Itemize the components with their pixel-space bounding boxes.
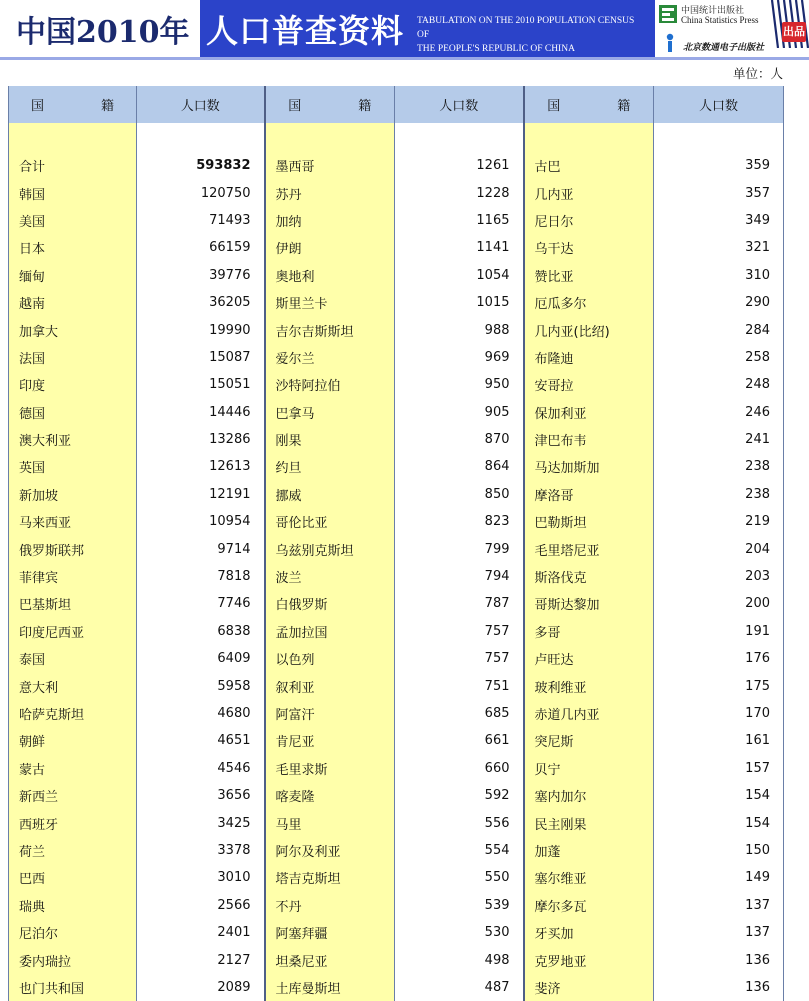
population-cell: 3378 (137, 837, 265, 864)
nationality-cell: 塔吉克斯坦 (265, 864, 395, 891)
nationality-cell: 新加坡 (9, 481, 137, 508)
nationality-cell: 斐济 (524, 974, 654, 1001)
table-row (9, 590, 784, 617)
nationality-cell: 加蓬 (524, 837, 654, 864)
population-cell: 238 (654, 453, 784, 480)
publisher-stamp: 出品 (782, 22, 806, 42)
nationality-cell: 蒙古 (9, 755, 137, 782)
nationality-cell: 印度尼西亚 (9, 618, 137, 645)
nationality-cell: 摩洛哥 (524, 481, 654, 508)
nationality-cell: 多哥 (524, 618, 654, 645)
nationality-cell: 塞尔维亚 (524, 864, 654, 891)
nationality-cell: 缅甸 (9, 262, 137, 289)
population-cell: 15087 (137, 344, 265, 371)
population-cell: 556 (395, 809, 524, 836)
spacer-cell (524, 123, 654, 152)
nationality-cell: 白俄罗斯 (265, 590, 395, 617)
nationality-cell: 孟加拉国 (265, 618, 395, 645)
table-row (9, 481, 784, 508)
table-row (9, 234, 784, 261)
population-cell: 850 (395, 481, 524, 508)
population-cell: 10954 (137, 508, 265, 535)
population-cell: 550 (395, 864, 524, 891)
nationality-cell: 尼泊尔 (9, 919, 137, 946)
nationality-cell: 斯里兰卡 (265, 289, 395, 316)
nationality-cell: 土库曼斯坦 (265, 974, 395, 1001)
population-cell: 200 (654, 590, 784, 617)
nationality-cell: 德国 (9, 399, 137, 426)
col-header-population-2: 人口数 (395, 86, 524, 123)
table-body (9, 123, 784, 1001)
nationality-cell: 苏丹 (265, 179, 395, 206)
nationality-cell: 加纳 (265, 207, 395, 234)
population-cell: 310 (654, 262, 784, 289)
nationality-cell: 西班牙 (9, 809, 137, 836)
nationality-cell: 哥伦比亚 (265, 508, 395, 535)
population-cell: 660 (395, 755, 524, 782)
population-cell: 238 (654, 481, 784, 508)
nationality-cell: 叙利亚 (265, 672, 395, 699)
spacer-cell (9, 123, 137, 152)
population-cell: 988 (395, 316, 524, 343)
population-cell: 530 (395, 919, 524, 946)
nationality-cell: 菲律宾 (9, 563, 137, 590)
population-cell: 823 (395, 508, 524, 535)
nationality-cell: 赤道几内亚 (524, 700, 654, 727)
nationality-cell: 坦桑尼亚 (265, 946, 395, 973)
population-cell: 685 (395, 700, 524, 727)
col-header-nationality-2: 国 籍 (265, 86, 395, 123)
population-cell: 6838 (137, 618, 265, 645)
nationality-cell: 玻利维亚 (524, 672, 654, 699)
population-cell: 1228 (395, 179, 524, 206)
col-header-population-3: 人口数 (654, 86, 784, 123)
nationality-cell: 赞比亚 (524, 262, 654, 289)
nationality-cell: 爱尔兰 (265, 344, 395, 371)
nationality-cell: 毛里求斯 (265, 755, 395, 782)
population-cell: 757 (395, 618, 524, 645)
nationality-cell: 津巴布韦 (524, 426, 654, 453)
nationality-cell: 泰国 (9, 645, 137, 672)
nationality-cell: 阿尔及利亚 (265, 837, 395, 864)
population-cell: 1261 (395, 152, 524, 179)
nationality-cell: 韩国 (9, 179, 137, 206)
population-cell: 794 (395, 563, 524, 590)
nationality-cell: 几内亚(比绍) (524, 316, 654, 343)
population-cell: 3656 (137, 782, 265, 809)
nationality-cell: 意大利 (9, 672, 137, 699)
nationality-cell: 古巴 (524, 152, 654, 179)
population-cell: 487 (395, 974, 524, 1001)
nationality-cell: 加拿大 (9, 316, 137, 343)
nationality-cell: 乌干达 (524, 234, 654, 261)
population-cell: 554 (395, 837, 524, 864)
population-cell: 19990 (137, 316, 265, 343)
population-cell: 219 (654, 508, 784, 535)
population-cell: 246 (654, 399, 784, 426)
beijing-shutong-logo-icon (660, 32, 680, 54)
population-cell: 170 (654, 700, 784, 727)
population-cell: 3425 (137, 809, 265, 836)
population-cell: 4651 (137, 727, 265, 754)
nationality-cell: 瑞典 (9, 892, 137, 919)
population-cell: 15051 (137, 371, 265, 398)
population-cell: 7746 (137, 590, 265, 617)
nationality-cell: 几内亚 (524, 179, 654, 206)
population-cell: 241 (654, 426, 784, 453)
population-cell: 136 (654, 974, 784, 1001)
population-cell: 154 (654, 782, 784, 809)
nationality-cell: 尼日尔 (524, 207, 654, 234)
publisher2-cn: 北京数通电子出版社 (683, 43, 765, 53)
table-row (9, 727, 784, 754)
col-header-population-1: 人口数 (137, 86, 265, 123)
nationality-cell: 阿塞拜疆 (265, 919, 395, 946)
header-underline (0, 57, 809, 60)
table-row (9, 864, 784, 891)
nationality-cell: 巴基斯坦 (9, 590, 137, 617)
population-cell: 593832 (137, 152, 265, 179)
population-cell: 137 (654, 919, 784, 946)
nationality-cell: 哥斯达黎加 (524, 590, 654, 617)
population-cell: 7818 (137, 563, 265, 590)
nationality-cell: 巴西 (9, 864, 137, 891)
population-cell: 870 (395, 426, 524, 453)
nationality-cell: 沙特阿拉伯 (265, 371, 395, 398)
nationality-cell: 以色列 (265, 645, 395, 672)
population-cell: 661 (395, 727, 524, 754)
nationality-cell: 刚果 (265, 426, 395, 453)
table-row (9, 344, 784, 371)
nationality-cell: 牙买加 (524, 919, 654, 946)
population-cell: 4546 (137, 755, 265, 782)
nationality-cell: 墨西哥 (265, 152, 395, 179)
nationality-cell: 马达加斯加 (524, 453, 654, 480)
nationality-cell: 澳大利亚 (9, 426, 137, 453)
table-row (9, 399, 784, 426)
table-row (9, 672, 784, 699)
spacer-cell (265, 123, 395, 152)
nationality-cell: 委内瑞拉 (9, 946, 137, 973)
title-part1-container (6, 4, 196, 54)
nationality-cell: 新西兰 (9, 782, 137, 809)
table-row (9, 508, 784, 535)
table-row (9, 453, 784, 480)
population-cell: 191 (654, 618, 784, 645)
population-cell: 2401 (137, 919, 265, 946)
population-cell: 359 (654, 152, 784, 179)
census-table (8, 86, 784, 1001)
nationality-cell: 布隆迪 (524, 344, 654, 371)
population-cell: 799 (395, 535, 524, 562)
table-row (9, 809, 784, 836)
col-header-nationality-3: 国 籍 (524, 86, 654, 123)
table-row (9, 892, 784, 919)
table-row (9, 919, 784, 946)
table-row (9, 316, 784, 343)
population-cell: 203 (654, 563, 784, 590)
population-cell: 66159 (137, 234, 265, 261)
nationality-cell: 阿富汗 (265, 700, 395, 727)
population-cell: 14446 (137, 399, 265, 426)
nationality-cell: 挪威 (265, 481, 395, 508)
table-header-row (9, 86, 784, 123)
nationality-cell: 保加利亚 (524, 399, 654, 426)
nationality-cell: 卢旺达 (524, 645, 654, 672)
population-cell: 39776 (137, 262, 265, 289)
title-part2: 人口普查资料 (206, 12, 405, 50)
nationality-cell: 波兰 (265, 563, 395, 590)
population-cell: 2127 (137, 946, 265, 973)
nationality-cell: 俄罗斯联邦 (9, 535, 137, 562)
nationality-cell: 摩尔多瓦 (524, 892, 654, 919)
table-row (9, 152, 784, 179)
publisher1-cn: 中国统计出版社 (681, 6, 745, 16)
table-row (9, 207, 784, 234)
nationality-cell: 约旦 (265, 453, 395, 480)
population-cell: 5958 (137, 672, 265, 699)
population-cell: 2566 (137, 892, 265, 919)
population-cell: 204 (654, 535, 784, 562)
unit-label: 单位：人 (732, 66, 783, 81)
population-cell: 154 (654, 809, 784, 836)
table-row (9, 371, 784, 398)
spacer-cell (137, 123, 265, 152)
population-cell: 539 (395, 892, 524, 919)
nationality-cell: 巴拿马 (265, 399, 395, 426)
population-cell: 157 (654, 755, 784, 782)
nationality-cell: 哈萨克斯坦 (9, 700, 137, 727)
table-row (9, 262, 784, 289)
spacer-cell (395, 123, 524, 152)
population-cell: 498 (395, 946, 524, 973)
nationality-cell: 塞内加尔 (524, 782, 654, 809)
population-cell: 864 (395, 453, 524, 480)
table-row (9, 179, 784, 206)
table-row (9, 645, 784, 672)
population-cell: 969 (395, 344, 524, 371)
table-row (9, 837, 784, 864)
population-cell: 751 (395, 672, 524, 699)
nationality-cell: 印度 (9, 371, 137, 398)
population-cell: 1141 (395, 234, 524, 261)
nationality-cell: 不丹 (265, 892, 395, 919)
nationality-cell: 马里 (265, 809, 395, 836)
nationality-cell: 毛里塔尼亚 (524, 535, 654, 562)
nationality-cell: 民主刚果 (524, 809, 654, 836)
population-cell: 357 (654, 179, 784, 206)
nationality-cell: 越南 (9, 289, 137, 316)
population-cell: 136 (654, 946, 784, 973)
col-header-nationality-1: 国 籍 (9, 86, 137, 123)
nationality-cell: 合计 (9, 152, 137, 179)
nationality-cell: 安哥拉 (524, 371, 654, 398)
population-cell: 4680 (137, 700, 265, 727)
population-cell: 9714 (137, 535, 265, 562)
nationality-cell: 斯洛伐克 (524, 563, 654, 590)
spacer-cell (654, 123, 784, 152)
header-banner (0, 0, 809, 60)
nationality-cell: 美国 (9, 207, 137, 234)
nationality-cell: 喀麦隆 (265, 782, 395, 809)
population-cell: 258 (654, 344, 784, 371)
population-cell: 175 (654, 672, 784, 699)
population-cell: 12191 (137, 481, 265, 508)
nationality-cell: 日本 (9, 234, 137, 261)
population-cell: 3010 (137, 864, 265, 891)
nationality-cell: 厄瓜多尔 (524, 289, 654, 316)
table-row (9, 700, 784, 727)
population-cell: 161 (654, 727, 784, 754)
title-part1: 中国2010年 (16, 15, 190, 50)
nationality-cell: 也门共和国 (9, 974, 137, 1001)
population-cell: 149 (654, 864, 784, 891)
subtitle-en (417, 14, 647, 56)
nationality-cell: 吉尔吉斯斯坦 (265, 316, 395, 343)
population-cell: 36205 (137, 289, 265, 316)
nationality-cell: 朝鲜 (9, 727, 137, 754)
table-row (9, 974, 784, 1001)
population-cell: 150 (654, 837, 784, 864)
population-cell: 12613 (137, 453, 265, 480)
population-cell: 284 (654, 316, 784, 343)
nationality-cell: 贝宁 (524, 755, 654, 782)
population-cell: 2089 (137, 974, 265, 1001)
population-cell: 1054 (395, 262, 524, 289)
population-cell: 176 (654, 645, 784, 672)
nationality-cell: 肯尼亚 (265, 727, 395, 754)
nationality-cell: 马来西亚 (9, 508, 137, 535)
population-cell: 71493 (137, 207, 265, 234)
table-row (9, 289, 784, 316)
population-cell: 120750 (137, 179, 265, 206)
nationality-cell: 伊朗 (265, 234, 395, 261)
nationality-cell: 荷兰 (9, 837, 137, 864)
nationality-cell: 乌兹别克斯坦 (265, 535, 395, 562)
population-cell: 290 (654, 289, 784, 316)
table-row (9, 563, 784, 590)
population-cell: 950 (395, 371, 524, 398)
nationality-cell: 英国 (9, 453, 137, 480)
table-row (9, 535, 784, 562)
publisher1-en: China Statistics Press (681, 15, 759, 25)
population-cell: 349 (654, 207, 784, 234)
nationality-cell: 巴勒斯坦 (524, 508, 654, 535)
table-row (9, 782, 784, 809)
population-cell: 6409 (137, 645, 265, 672)
nationality-cell: 奥地利 (265, 262, 395, 289)
nationality-cell: 突尼斯 (524, 727, 654, 754)
population-cell: 13286 (137, 426, 265, 453)
table-row (9, 946, 784, 973)
nationality-cell: 克罗地亚 (524, 946, 654, 973)
subtitle-en-line2: THE PEOPLE'S REPUBLIC OF CHINA (417, 44, 575, 54)
nationality-cell: 法国 (9, 344, 137, 371)
table-spacer-row (9, 123, 784, 152)
population-cell: 1015 (395, 289, 524, 316)
table-row (9, 618, 784, 645)
china-statistics-press-logo-icon (658, 4, 678, 24)
population-cell: 757 (395, 645, 524, 672)
population-cell: 592 (395, 782, 524, 809)
table-row (9, 755, 784, 782)
table-row (9, 426, 784, 453)
population-cell: 137 (654, 892, 784, 919)
population-cell: 321 (654, 234, 784, 261)
subtitle-en-line1: TABULATION ON THE 2010 POPULATION CENSUS OF (417, 16, 635, 40)
population-cell: 1165 (395, 207, 524, 234)
population-cell: 248 (654, 371, 784, 398)
population-cell: 905 (395, 399, 524, 426)
population-cell: 787 (395, 590, 524, 617)
